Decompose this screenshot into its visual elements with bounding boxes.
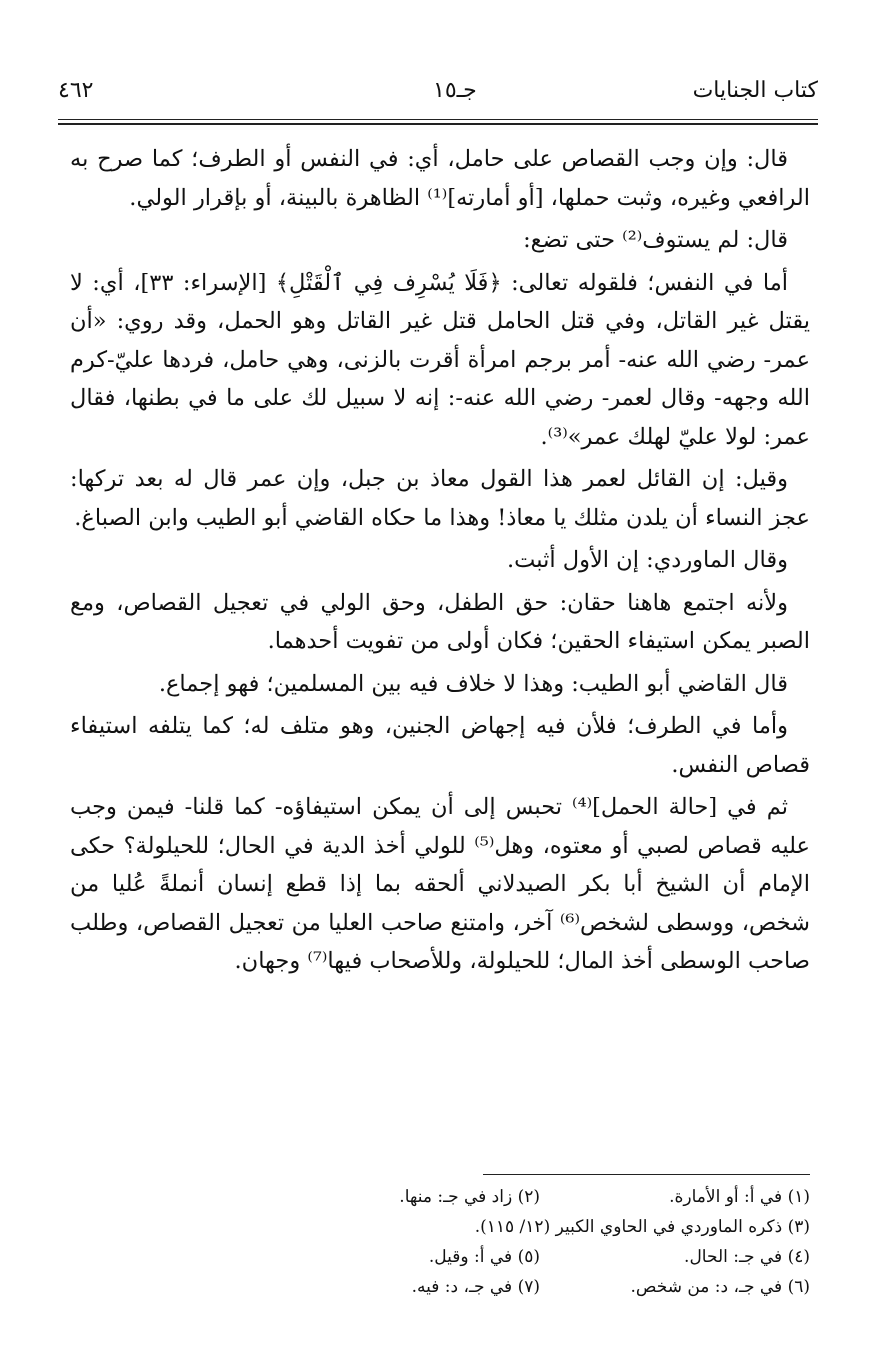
paragraph: ولأنه اجتمع هاهنا حقان: حق الطفل، وحق الولي في تعجيل القصاص، ومع الصبر يمكن استيفاء الحقين؛ فكان أولى من تفويت أحدهما. <box>70 589 810 654</box>
page-header <box>58 78 818 118</box>
footnote-row <box>270 1212 810 1242</box>
footnote-row <box>270 1242 810 1272</box>
paragraph: وقيل: إن القائل لعمر هذا القول معاذ بن جبل، وإن عمر قال له بعد تركها: عجز النساء أن يلدن مثلك يا معاذ! وهذا ما حكاه القاضي أبو الطيب وابن الصباغ. <box>70 466 810 531</box>
footnote-row <box>270 1182 810 1212</box>
footnote: (٣) ذكره الماوردي في الحاوي الكبير (١٢/ ١١٥). <box>474 1217 810 1237</box>
footnote-row <box>270 1272 810 1302</box>
paragraph: وأما في الطرف؛ فلأن فيه إجهاض الجنين، وهو متلف له؛ كما يتلفه استيفاء قصاص النفس. <box>70 713 810 778</box>
footnotes <box>270 1182 810 1302</box>
header-rule-thick <box>58 123 818 125</box>
paragraph: أما في النفس؛ فلقوله تعالى: ﴿فَلَا يُسْرِف فِي ٱلْقَتْلِ﴾ [الإسراء: ٣٣]، أي: لا يقتل غير القاتل، وفي قتل الحامل قتل غير القاتل وهو الحمل، وقد روي: «أن عمر- رضي الله عنه- أمر برجم امرأة أقرت بالزنى، وهي حامل، فردها عليّ-كرم الله وجهه- وقال لعمر- رضي الله عنه-: إنه لا سبيل لك على ما في بطنها، فقال عمر: لولا عليّ لهلك عمر»⁽³⁾. <box>70 269 810 450</box>
volume-label: جـ١٥ <box>433 78 477 103</box>
paragraph: وقال الماوردي: إن الأول أثبت. <box>507 547 788 573</box>
paragraph: قال: لم يستوف⁽²⁾ حتى تضع: <box>523 227 788 253</box>
footnote: (٧) في جـ، د: فيه. <box>411 1277 540 1297</box>
footnote: (٥) في أ: وقيل. <box>428 1247 540 1267</box>
footnote: (٦) في جـ، د: من شخص. <box>630 1277 810 1297</box>
footnote-separator <box>483 1174 810 1175</box>
footnote: (٢) زاد في جـ: منها. <box>399 1187 540 1207</box>
chapter-title: كتاب الجنايات <box>692 78 818 103</box>
footnote: (٤) في جـ: الحال. <box>684 1247 810 1267</box>
main-text <box>70 140 810 985</box>
paragraph: ثم في [حالة الحمل]⁽⁴⁾ تحبس إلى أن يمكن استيفاؤه- كما قلنا- فيمن وجب عليه قصاص لصبي أو معتوه، وهل⁽⁵⁾ للولي أخذ الدية في الحال؛ للحيلولة؟ حكى الإمام أن الشيخ أبا بكر الصيدلاني ألحقه بما إذا قطع إنسان أنملةً عُليا من شخص، ووسطى لشخص⁽⁶⁾ آخر، وامتنع صاحب العليا من تعجيل القصاص، وطلب صاحب الوسطى أخذ المال؛ للحيلولة، وللأصحاب فيها⁽⁷⁾ وجهان. <box>70 794 810 974</box>
footnote: (١) في أ: أو الأمارة. <box>669 1187 810 1207</box>
paragraph: قال القاضي أبو الطيب: وهذا لا خلاف فيه بين المسلمين؛ فهو إجماع. <box>158 670 788 697</box>
header-rule-thin <box>58 119 818 120</box>
paragraph: قال: وإن وجب القصاص على حامل، أي: في النفس أو الطرف؛ كما صرح به الرافعي وغيره، وثبت حملها، [أو أمارته]⁽¹⁾ الظاهرة بالبينة، أو بإقرار الولي. <box>70 146 810 211</box>
page-number: ٤٦٢ <box>58 78 94 103</box>
